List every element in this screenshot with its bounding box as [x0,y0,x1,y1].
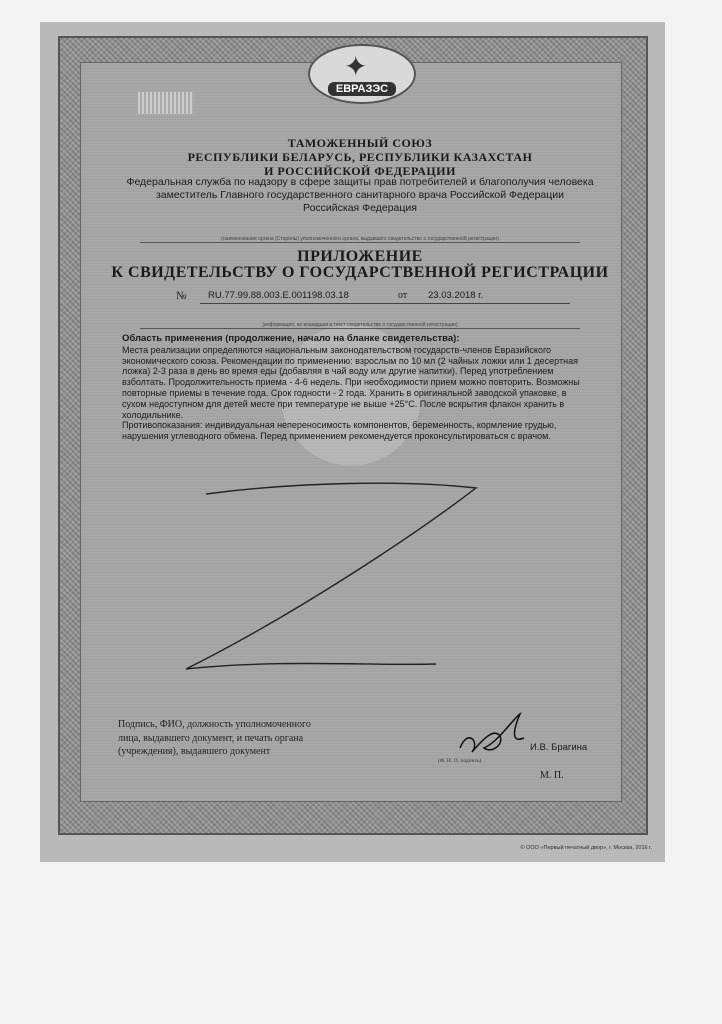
body-text [122,334,592,442]
date-prefix: от [398,290,408,301]
document-subtitle: К СВИДЕТЕЛЬСТВУ О ГОСУДАРСТВЕННОЙ РЕГИСТРАЦИИ [111,264,609,281]
z-cancellation-stroke [176,474,496,674]
registration-number-row [170,290,590,306]
agency-line-1: Федеральная служба по надзору в сфере защиты прав потребителей и благополучия человека [126,176,594,188]
fio-caption: (Ф. И. О. подпись) [438,758,482,764]
scope-heading: Область применения (продолжение, начало на бланке свидетельства): [122,333,460,344]
signer-name: И.В. Брагина [530,742,588,753]
signature-caption [118,718,418,759]
signature-caption-line-3: (учреждения), выдавшего документ [118,746,271,757]
registration-number: RU.77.99.88.003.E.001198.03.18 [208,290,349,301]
body-paragraph: Места реализации определяются национальным законодательством государств-членов Евразийского экономического союза. Рекомендации по применению: взрослым по 10 мл (2 чайных ложки или 1 десертная ложка) 2-3 раза в день во время еды (добавляя в чай воду или другие напитки). Перед употреблением взболтать. Продолжительность приема - 4-6 недель. При необходимости прием можно повторить. Возможны повторные приемы в течение года. Срок годности - 2 года. Хранить в оригинальной заводской упаковке, в сухом недоступном для детей месте при температуре не выше +25°С. После вскрытия флакон хранить в холодильнике. [122,344,580,420]
signature-caption-line-1: Подпись, ФИО, должность уполномоченного [118,719,311,730]
number-sign: № [176,290,187,302]
handwritten-signature [454,708,534,764]
underline [200,303,570,304]
registration-date: 23.03.2018 г. [428,290,484,301]
document-title: ПРИЛОЖЕНИЕ [297,248,423,265]
registration-caption: (информация, не вошедшая в текст свидетельства о государственной регистрации) [140,322,580,329]
agency-caption: (наименование органа (Стороны) уполномоченного органа, выдавшего свидетельство о государственной регистрации) [140,236,580,243]
country-name: Российская Федерация [303,202,417,214]
serial-pattern [138,92,194,114]
eagle-icon: ✦ [344,51,368,82]
republics-line-2: И РОССИЙСКОЙ ФЕДЕРАЦИИ [264,164,456,178]
eurasec-emblem [308,44,416,104]
republics-line-1: РЕСПУБЛИКИ БЕЛАРУСЬ, РЕСПУБЛИКИ КАЗАХСТАН [187,150,533,164]
emblem-label: ЕВРАЗЭС [328,82,396,96]
union-title: ТАМОЖЕННЫЙ СОЮЗ [287,136,433,150]
signature-caption-line-2: лица, выдавшего документ, и печать органа [118,732,304,744]
body-paragraph: Противопоказания: индивидуальная непереносимость компонентов, беременность, кормление грудью, нарушения углеводного обмена. Перед применением рекомендуется проконсультироваться с врачом. [122,420,557,442]
printer-imprint: © ООО «Первый печатный двор», г. Москва, 2016 г. [520,845,652,851]
stamp-place-mark: М. П. [540,770,564,781]
agency-line-2: заместитель Главного государственного санитарного врача Российской Федерации [155,189,565,201]
